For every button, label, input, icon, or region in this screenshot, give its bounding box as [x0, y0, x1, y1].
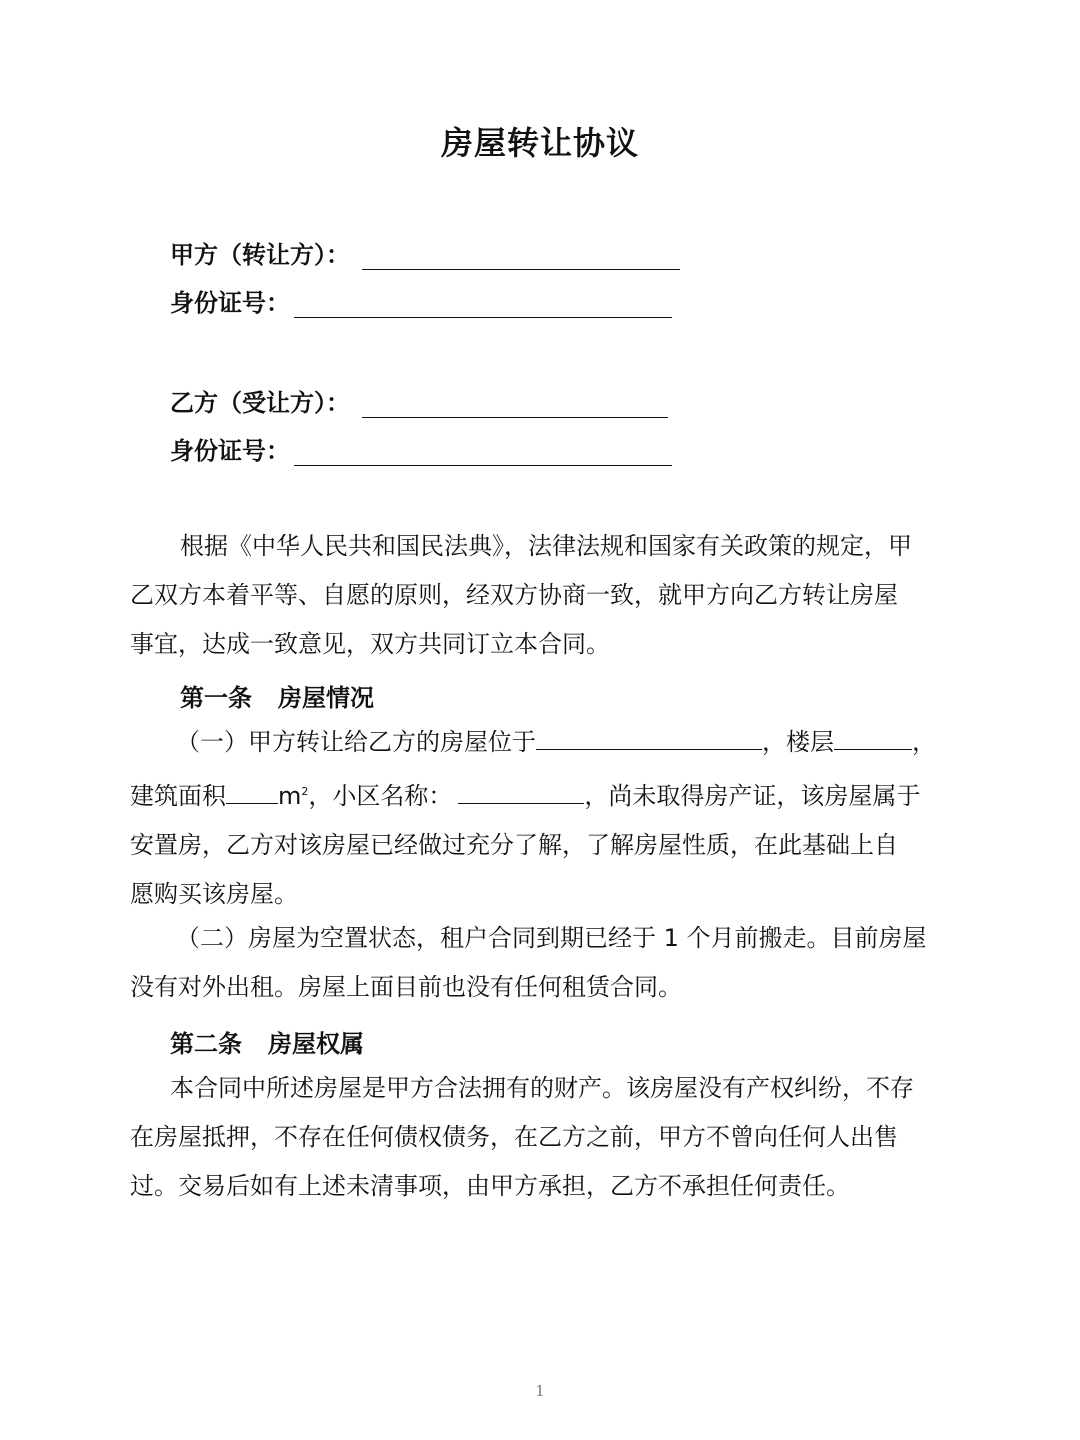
party-b-id-label: 身份证号：	[170, 437, 290, 465]
intro-line: 乙双方本着平等、自愿的原则，经双方协商一致，就甲方向乙方转让房屋	[130, 581, 898, 609]
area-label: 建筑面积	[130, 782, 226, 810]
punctuation: ，	[912, 728, 936, 756]
location-label: （一）甲方转让给乙方的房屋位于	[176, 728, 536, 756]
intro-paragraph	[130, 522, 950, 669]
article-1-line: 愿购买该房屋。	[130, 880, 298, 908]
article-1-line: 没有对外出租。房屋上面目前也没有任何租赁合同。	[130, 973, 682, 1001]
intro-line: 根据《中华人民共和国民法典》，法律法规和国家有关政策的规定，甲	[180, 532, 912, 560]
page-number: 1	[535, 1382, 545, 1400]
article-2-title: 房屋权属	[268, 1030, 364, 1058]
article-1-section-1	[130, 718, 950, 919]
party-b-id-field	[170, 432, 672, 466]
document-title: 房屋转让协议	[440, 124, 639, 162]
intro-line: 事宜，达成一致意见，双方共同订立本合同。	[130, 630, 610, 658]
article-2-heading	[170, 1024, 364, 1059]
article-2-line: 本合同中所述房屋是甲方合法拥有的财产。该房屋没有产权纠纷，不存	[170, 1074, 914, 1102]
floor-label: ，楼层	[762, 728, 834, 756]
article-2-line: 在房屋抵押，不存在任何债权债务，在乙方之前，甲方不曾向任何人出售	[130, 1123, 898, 1151]
location-blank[interactable]	[536, 725, 762, 750]
party-a-id-field	[170, 284, 672, 318]
article-1-title: 房屋情况	[278, 684, 374, 712]
article-2-number: 第二条	[170, 1030, 242, 1058]
community-label: ，小区名称：	[308, 782, 453, 810]
article-1-line: 安置房，乙方对该房屋已经做过充分了解，了解房屋性质，在此基础上自	[130, 831, 898, 859]
party-a-id-blank[interactable]	[294, 291, 672, 318]
party-b-label: 乙方（受让方）：	[170, 389, 350, 417]
party-a-name-blank[interactable]	[362, 243, 680, 270]
party-a-field	[170, 236, 680, 270]
article-1-heading	[180, 678, 374, 713]
article-1-section-2	[130, 914, 950, 1012]
party-b-name-blank[interactable]	[362, 391, 668, 418]
area-unit-sup: 2	[301, 785, 309, 798]
party-a-id-label: 身份证号：	[170, 289, 290, 317]
party-b-id-blank[interactable]	[294, 439, 672, 466]
article-2-paragraph	[130, 1064, 950, 1211]
article-1-line: （二）房屋为空置状态，租户合同到期已经于 1 个月前搬走。目前房屋	[176, 924, 927, 952]
article-1-line	[130, 718, 950, 767]
article-1-line	[130, 767, 950, 821]
article-1-text: ，尚未取得房产证，该房屋属于	[584, 782, 921, 810]
area-unit: m	[278, 782, 302, 810]
article-1-number: 第一条	[180, 684, 252, 712]
party-b-field	[170, 384, 668, 418]
area-blank[interactable]	[226, 779, 278, 804]
party-a-label: 甲方（转让方）：	[170, 241, 350, 269]
community-blank[interactable]	[458, 779, 584, 804]
article-2-line: 过。交易后如有上述未清事项，由甲方承担，乙方不承担任何责任。	[130, 1172, 850, 1200]
floor-blank[interactable]	[834, 725, 912, 750]
